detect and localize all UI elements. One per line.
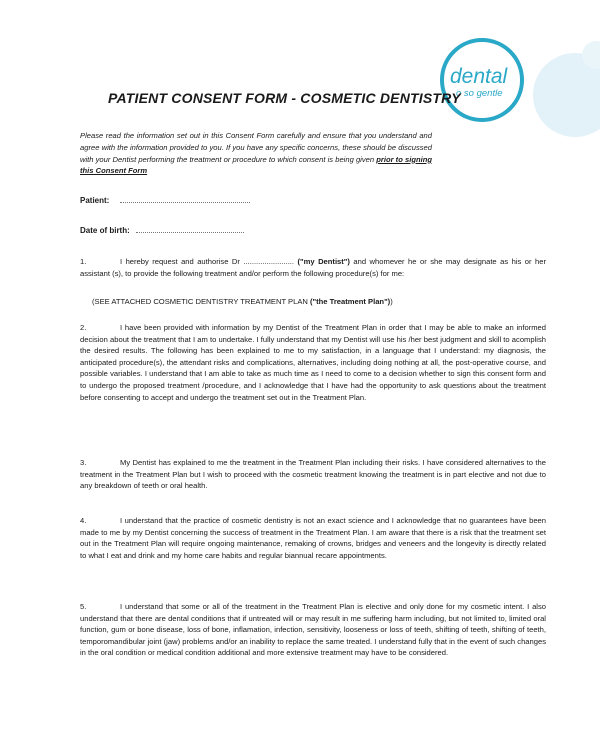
patient-field	[80, 195, 250, 205]
item-text: I understand that some or all of the treatment in the Treatment Plan is elective and only done for my cosmetic intent. I also understand that there are dental conditions that if untreated will or may result in me suffering harm including, but not limited to, limited oral function, gum or bone disease, loss of bone, inflamation, infection, sensitivity, looseness or loss of teeth, shifting of teeth, shifting of teeth, temporomandibular joint (jaw) problems and/or an inability to replace the same treated. I understand fully that in the event of such changes in the oral condition or medical condition additional and more extensive treatment may have to be considered.	[80, 602, 546, 658]
item-text: My Dentist has explained to me the treatment in the Treatment Plan including their risks. I have considered alternatives to the treatment in the Treatment Plan but I wish to proceed with the cosmetic treatment knowing the treatment is in part elective and not due to any breakdown of teeth or oral health.	[80, 458, 546, 491]
item-number: 4.	[80, 516, 87, 525]
item-number: 2.	[80, 323, 87, 332]
intro-text: Please read the information set out in this Consent Form carefully and ensure that you understand and agree with the information provided to you. If you have any specific concerns, these should be discussed with your Dentist performing the treatment or procedure to which consent is being given	[80, 131, 432, 164]
item-number: 5.	[80, 602, 87, 611]
plan-close: )	[390, 297, 393, 306]
item-4	[80, 515, 546, 561]
item-2	[80, 322, 546, 403]
dob-field	[80, 225, 244, 235]
item-bold: ("my Dentist")	[297, 257, 350, 266]
item-text: I have been provided with information by my Dentist of the Treatment Plan in order that I may be able to make an informed decision about the treatment that I am to undertake. I fully understand that my Dentist will use his /her best judgment and skill to acomplish the desired results. The following has been explained to me to my satisfaction, in a language that I understand: my diagnosis, the anticipated procedure(s), the attendant risks and complications, alternatives, including doing nothing at all, the post-operative course, and possible variables. I understand that I am able to take as much time as I need to come to a decision whether to sign this consent form and to undergo the proposed treatment /procedure, and I acknowledge that I have had the opportunity to ask questions about the treatment before consenting to accept and undergo the treatment set out in the Treatment Plan.	[80, 323, 546, 402]
dob-line[interactable]	[136, 225, 244, 233]
plan-bold: ("the Treatment Plan")	[310, 297, 391, 306]
item-3	[80, 457, 546, 492]
logo-tagline: o so gentle	[456, 88, 503, 99]
item-number: 1.	[80, 257, 87, 266]
intro-emphasis: prior to signing this Consent Form	[80, 154, 432, 176]
logo-brand: dental	[450, 65, 508, 88]
item-text-cont: and whomever he or she may designate as his or her assistant (s), to provide the following treatment and/or perform the following procedure(s) for me:	[80, 257, 546, 278]
plan-text: (SEE ATTACHED COSMETIC DENTISTRY TREATMENT PLAN	[92, 297, 310, 306]
logo	[0, 0, 600, 140]
item-1	[80, 256, 546, 279]
patient-line[interactable]	[120, 195, 250, 203]
item-text: I understand that the practice of cosmetic dentistry is not an exact science and I acknowledge that no guarantees have been made to me by my Dentist concerning the success of treatment in the Treatment Plan. I am aware that there is a risk that the treatment set out in the Treatment Plan will require ongoing maintenance, remaking of crowns, bridges and veneers and the longevity is directly related to what I eat and drink and my home care habits and regular biannual recare appointments.	[80, 516, 546, 560]
dob-label: Date of birth:	[80, 226, 130, 235]
treatment-plan-note	[92, 297, 393, 306]
item-text: I hereby request and authorise Dr ........................	[120, 257, 298, 266]
patient-label: Patient:	[80, 196, 110, 205]
page-title: PATIENT CONSENT FORM - COSMETIC DENTISTRY	[108, 90, 461, 106]
item-5	[80, 601, 546, 659]
intro-paragraph	[80, 130, 432, 177]
item-number: 3.	[80, 458, 87, 467]
